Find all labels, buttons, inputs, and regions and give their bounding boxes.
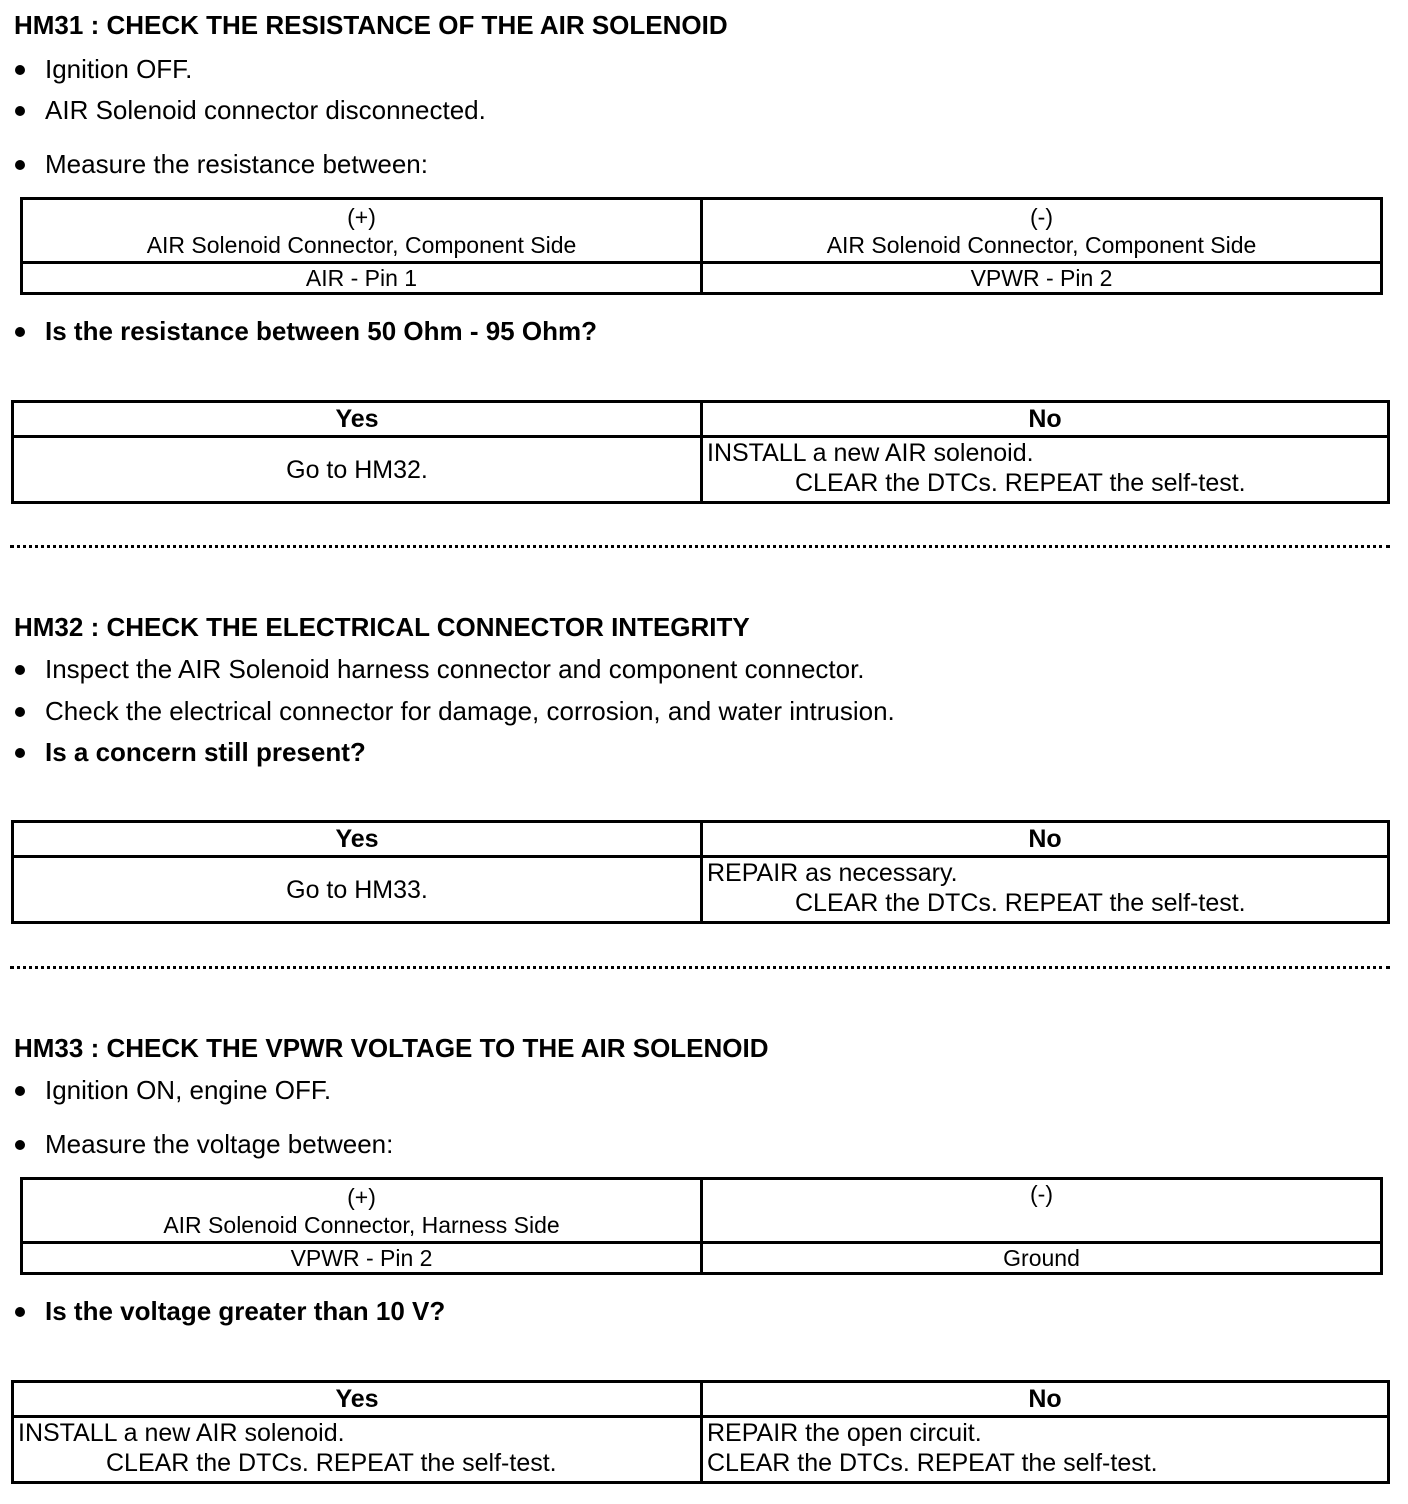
minus-header: (-) AIR Solenoid Connector, Component Side — [702, 199, 1382, 263]
yes-header: Yes — [13, 402, 702, 437]
measure-value-row — [22, 1243, 1382, 1274]
minus-header: (-) — [702, 1179, 1382, 1243]
hm33-heading: HM33 : CHECK THE VPWR VOLTAGE TO THE AIR SOLENOID — [14, 1033, 769, 1063]
bullet-icon — [15, 65, 25, 75]
bullet-icon — [15, 748, 25, 758]
yes-action: Go to HM32. — [13, 437, 702, 503]
minus-value: VPWR - Pin 2 — [702, 263, 1382, 294]
yes-header: Yes — [13, 1382, 702, 1417]
yes-action: INSTALL a new AIR solenoid. CLEAR the DTCs. REPEAT the self-test. — [13, 1417, 702, 1483]
plus-header: (+) AIR Solenoid Connector, Harness Side — [22, 1179, 702, 1243]
hm31-question: Is the resistance between 50 Ohm - 95 Ohm? — [14, 316, 597, 347]
no-header: No — [702, 822, 1389, 857]
bullet-icon — [15, 327, 25, 337]
hm31-bullet-ignition: Ignition OFF. — [14, 54, 192, 85]
bullet-icon — [15, 106, 25, 116]
hm31-measure-table — [20, 197, 1383, 295]
no-header: No — [702, 1382, 1389, 1417]
hm31-bullet-measure: Measure the resistance between: — [14, 149, 428, 180]
bullet-icon — [15, 1140, 25, 1150]
plus-header: (+) AIR Solenoid Connector, Component Side — [22, 199, 702, 263]
result-body-row — [13, 1417, 1389, 1483]
hm31-bullet-connector: AIR Solenoid connector disconnected. — [14, 95, 486, 126]
section-divider — [10, 545, 1390, 548]
result-header-row — [13, 822, 1389, 857]
bullet-icon — [15, 707, 25, 717]
result-header-row — [13, 402, 1389, 437]
hm32-question: Is a concern still present? — [14, 737, 366, 768]
hm31-result-table — [11, 400, 1390, 504]
bullet-icon — [15, 1307, 25, 1317]
hm33-question: Is the voltage greater than 10 V? — [14, 1296, 445, 1327]
minus-value: Ground — [702, 1243, 1382, 1274]
hm32-heading: HM32 : CHECK THE ELECTRICAL CONNECTOR INTEGRITY — [14, 612, 750, 642]
hm33-measure-table — [20, 1177, 1383, 1275]
no-action: REPAIR as necessary. CLEAR the DTCs. REPEAT the self-test. — [702, 857, 1389, 923]
measure-header-row — [22, 1179, 1382, 1243]
bullet-icon — [15, 1086, 25, 1096]
no-header: No — [702, 402, 1389, 437]
measure-header-row — [22, 199, 1382, 263]
hm32-bullet-inspect: Inspect the AIR Solenoid harness connector and component connector. — [14, 654, 865, 685]
result-header-row — [13, 1382, 1389, 1417]
measure-value-row — [22, 263, 1382, 294]
hm33-bullet-ignition: Ignition ON, engine OFF. — [14, 1075, 331, 1106]
bullet-icon — [15, 160, 25, 170]
hm32-bullet-check: Check the electrical connector for damage, corrosion, and water intrusion. — [14, 696, 895, 727]
no-action: INSTALL a new AIR solenoid. CLEAR the DTCs. REPEAT the self-test. — [702, 437, 1389, 503]
hm33-result-table — [11, 1380, 1390, 1484]
bullet-icon — [15, 665, 25, 675]
plus-value: AIR - Pin 1 — [22, 263, 702, 294]
yes-header: Yes — [13, 822, 702, 857]
no-action: REPAIR the open circuit. CLEAR the DTCs. REPEAT the self-test. — [702, 1417, 1389, 1483]
hm33-bullet-measure: Measure the voltage between: — [14, 1129, 393, 1160]
yes-action: Go to HM33. — [13, 857, 702, 923]
result-body-row — [13, 437, 1389, 503]
hm31-heading: HM31 : CHECK THE RESISTANCE OF THE AIR SOLENOID — [14, 10, 728, 40]
section-divider — [10, 966, 1390, 969]
hm32-result-table — [11, 820, 1390, 924]
result-body-row — [13, 857, 1389, 923]
plus-value: VPWR - Pin 2 — [22, 1243, 702, 1274]
